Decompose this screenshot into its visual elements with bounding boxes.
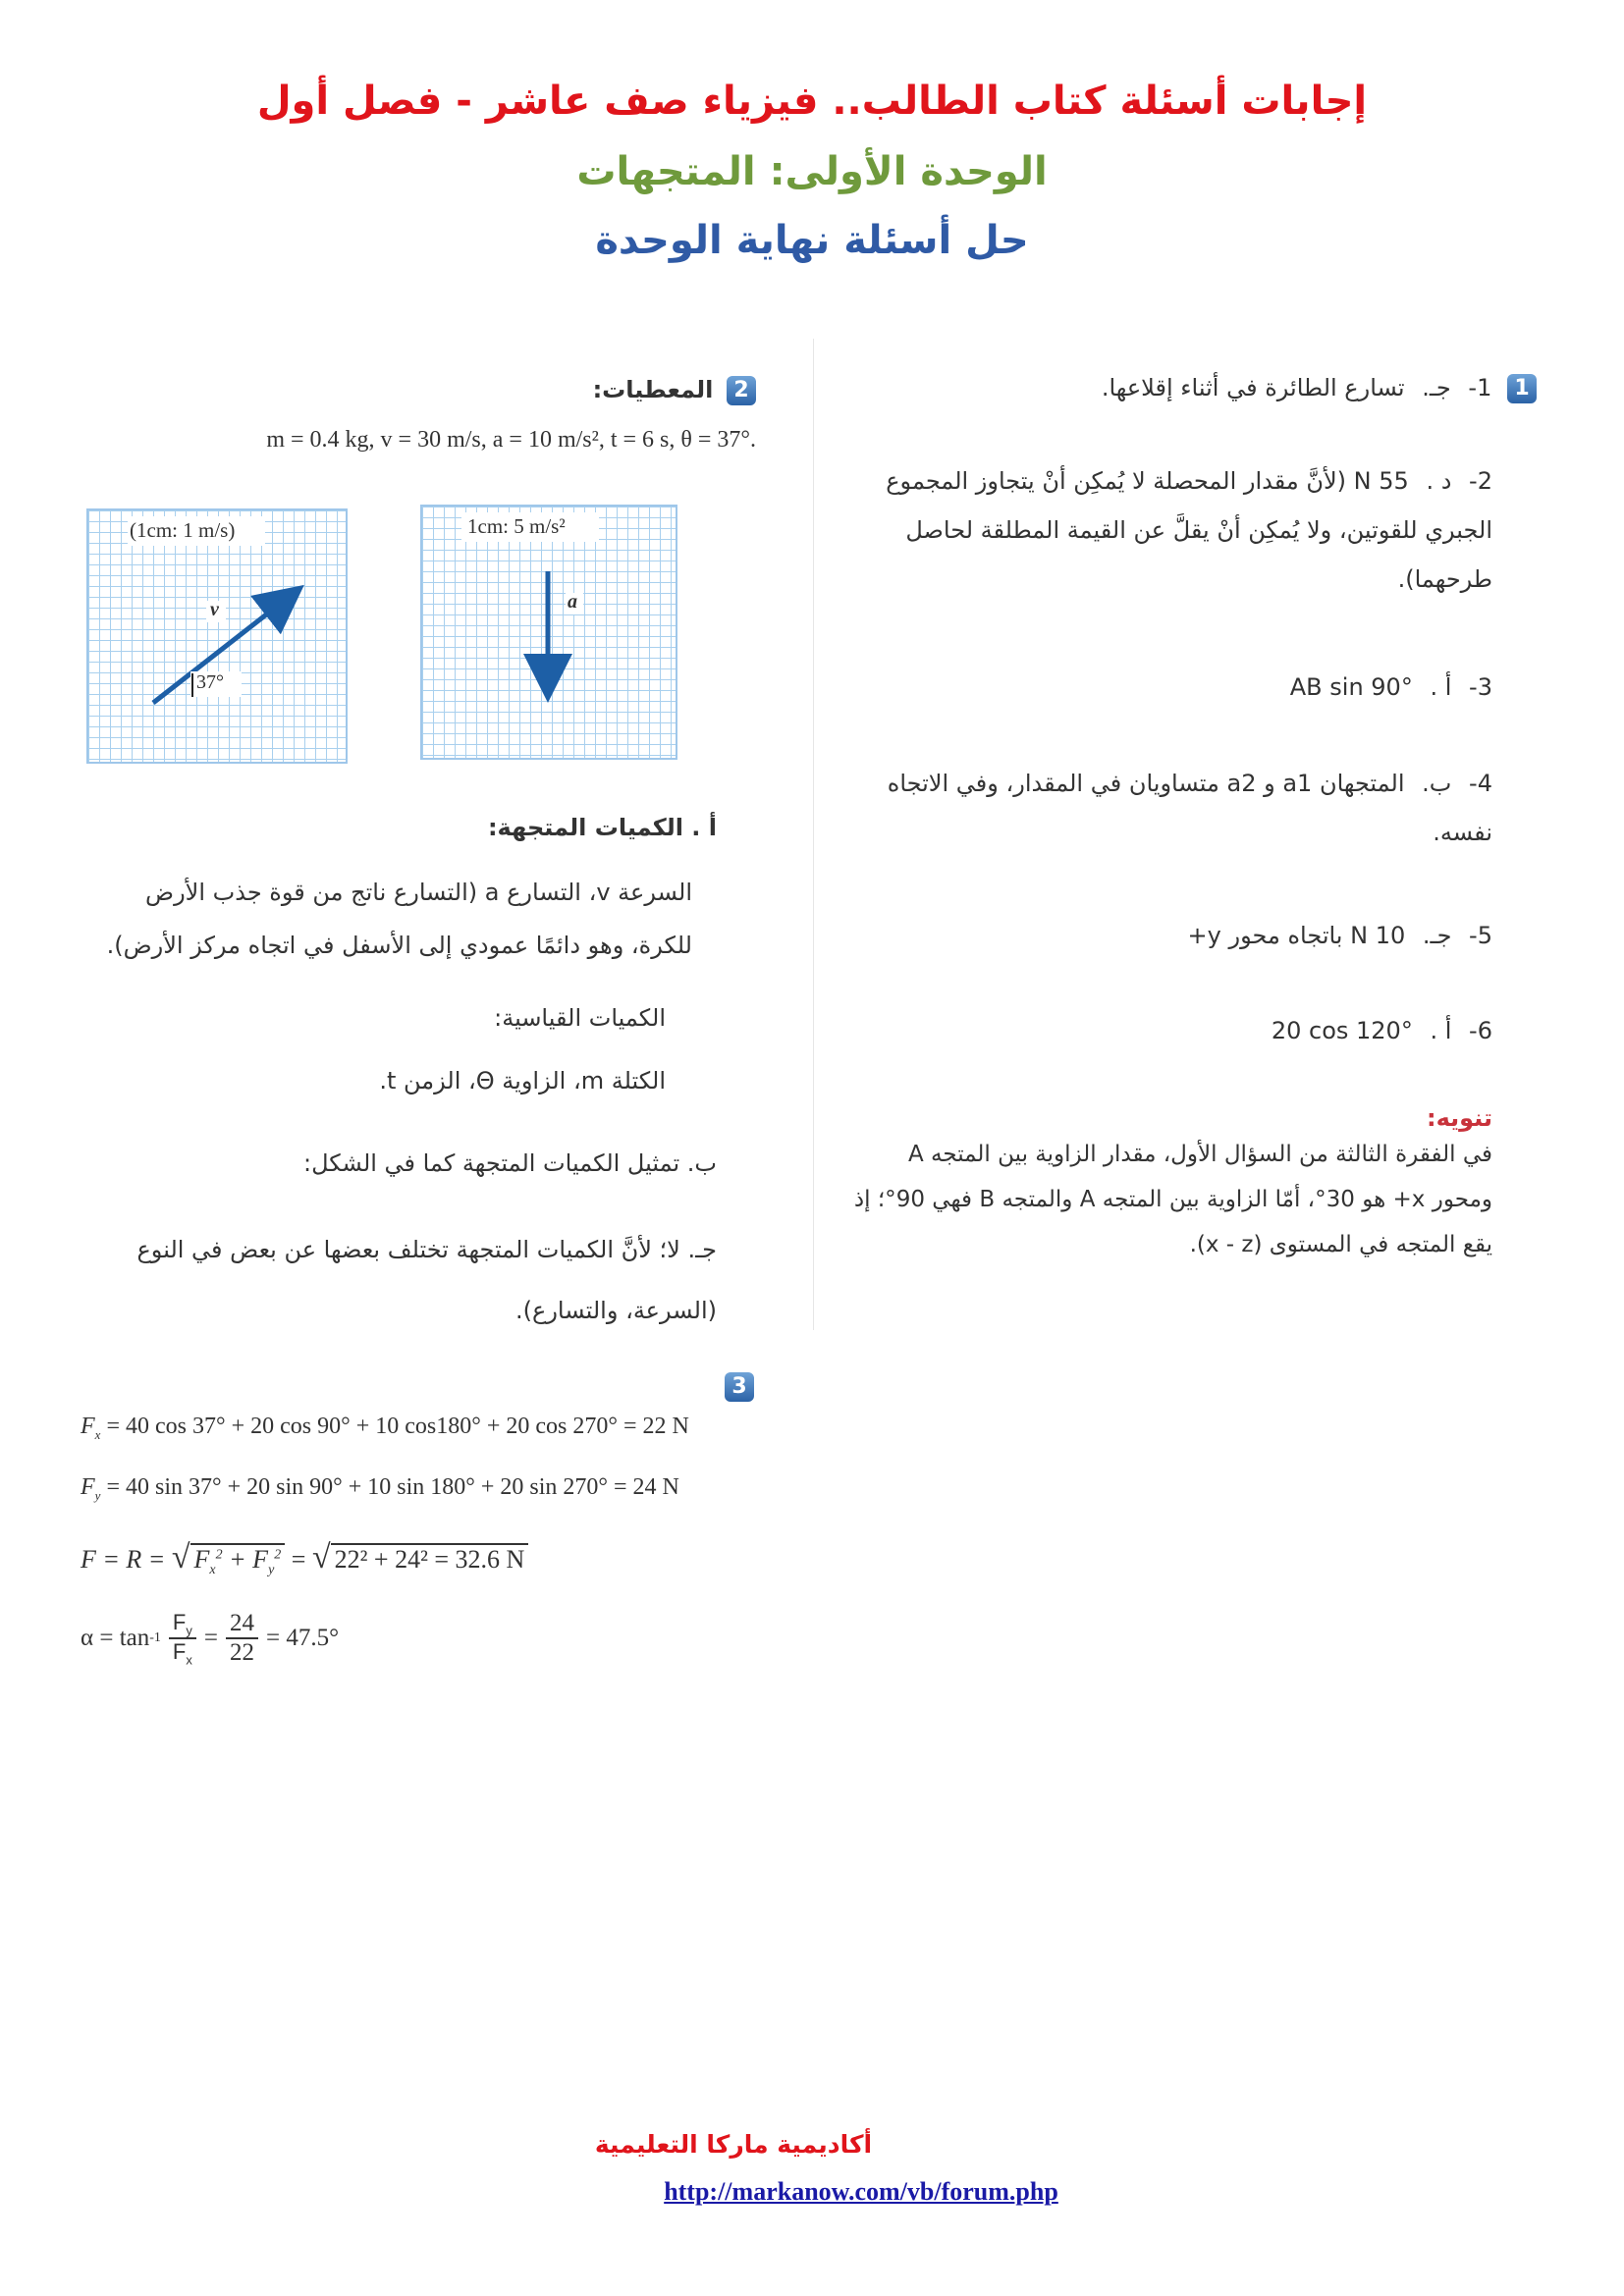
q3-r-rhs: 22² + 24² = 32.6 N: [331, 1543, 529, 1574]
q2-givens: m = 0.4 kg, v = 30 m/s, a = 10 m/s², t = 6 s, θ = 37°.: [266, 427, 756, 453]
q1-item-num: 5-: [1469, 922, 1492, 949]
q3-alpha-den: 22: [229, 1639, 254, 1667]
q1-item-2: [844, 456, 1492, 604]
q2-part-a-text: السرعة v، التسارع a (التسارع ناتج من قوة جذب الأرض للكرة، وهو دائمًا عمودي إلى الأسفل في اتجاه مركز الأرض).: [106, 879, 692, 959]
q2-scalar-text: الكتلة m، الزاوية Θ، الزمن t.: [379, 1067, 666, 1095]
q3-fx-line: $F_x = 40$ cos 37° + 20 cos 90° + 10 cos180° + 20 cos 270° = 22 N: [81, 1414, 689, 1442]
q3-badge: 3: [725, 1372, 754, 1402]
q1-item-4: [844, 759, 1492, 857]
q1-item-num: 2-: [1469, 467, 1492, 495]
velocity-vector-grid: [86, 508, 348, 764]
q1-badge: 1: [1507, 374, 1537, 403]
sqrt-icon: √: [171, 1539, 190, 1575]
q1-item-choice: أ .: [1430, 673, 1452, 701]
q2-givens-title: المعطيات:: [592, 376, 714, 403]
q1-item-text: تسارع الطائرة في أثناء إقلاعها.: [1101, 374, 1405, 401]
acceleration-vector-grid: [420, 505, 677, 760]
q1-item-text: 55 N (لأنَّ مقدار المحصلة لا يُمكِن أنْ يتجاوز المجموع الجبري للقوتين، ولا يُمكِن أنْ يقلَّ عن القيمة المطلقة لحاصل طرحهما).: [886, 467, 1492, 593]
velocity-angle-label: 37°: [196, 671, 224, 693]
q1-item-num: 4-: [1469, 770, 1492, 797]
footer-name: أكاديمية ماركا التعليمية: [594, 2130, 873, 2159]
column-divider: [813, 339, 814, 1330]
q2-part-b: ب. تمثيل الكميات المتجهة كما في الشكل:: [303, 1149, 717, 1177]
q1-item-5: [844, 911, 1492, 960]
q3-fx: = 40 cos 37° + 20 cos 90° + 10 cos180° + 20 cos 270° = 22 N: [106, 1414, 689, 1439]
q2-part-c: جـ. لا؛ لأنَّ الكميات المتجهة تختلف بعضها عن بعض في النوع (السرعة، والتسارع).: [136, 1236, 717, 1324]
q1-item-choice: جـ.: [1422, 922, 1452, 949]
velocity-scale-label: (1cm: 1 m/s): [130, 518, 236, 542]
note-text: في الفقرة الثالثة من السؤال الأول، مقدار الزاوية بين المتجه A ومحور x+ هو 30°، أمّا الزاوية بين المتجه A والمتجه B فهي 90°؛ إذ يقع المتجه في المستوى (x - z).: [853, 1142, 1492, 1257]
q3-fy-line: $F_y = 40$ sin 37° + 20 sin 90° + 10 sin 180° + 20 sin 270° = 24 N: [81, 1474, 679, 1503]
q1-item-choice: د .: [1426, 467, 1452, 495]
acceleration-vector-label: a: [568, 591, 577, 613]
footer-url[interactable]: http://markanow.com/vb/forum.php: [664, 2177, 1058, 2206]
q1-item-text: AB sin 90°: [1289, 673, 1413, 701]
page-title: إجابات أسئلة كتاب الطالب.. فيزياء صف عاشر - فصل أول: [256, 79, 1368, 124]
q1-item-text: 10 N باتجاه محور y+: [1187, 922, 1406, 949]
q3-angle-line: α = tan -1 $\frac{F_y}{F_x}$ = $\frac{24}{22}$ = 47.5°: [81, 1610, 340, 1668]
q2-part-a-title: أ . الكميات المتجهة:: [487, 814, 717, 841]
q1-item-choice: جـ.: [1422, 374, 1451, 401]
q1-item-text: المتجهان a1 و a2 متساويان في المقدار، وفي الاتجاه نفسه.: [887, 770, 1492, 846]
q3-fy: = 40 sin 37° + 20 sin 90° + 10 sin 180° + 20 sin 270° = 24 N: [106, 1474, 679, 1500]
note-title: تنويه:: [1426, 1104, 1492, 1132]
q3-r-mid: =: [291, 1545, 306, 1574]
section-title: حل أسئلة نهاية الوحدة: [595, 218, 1029, 263]
q1-item-1: [844, 363, 1537, 412]
q1-item-6: [844, 1006, 1492, 1055]
q1-item-text: 20 cos 120°: [1271, 1017, 1413, 1044]
q1-note: [844, 1104, 1492, 1267]
q3-resultant-line: F = R = √ $F_x^2 + F_y^2$ = √ 22² + 24² = 32.6 N: [81, 1539, 528, 1578]
q3-alpha-lhs: α = tan: [81, 1625, 150, 1652]
q1-item-3: [844, 663, 1492, 712]
q3-r-lhs: F = R =: [81, 1545, 166, 1574]
sqrt-icon: √: [311, 1539, 331, 1575]
q3-alpha-num: 24: [226, 1610, 258, 1639]
velocity-vector-label: v: [210, 599, 219, 620]
q1-item-choice: ب.: [1422, 770, 1452, 797]
q1-item-num: 6-: [1469, 1017, 1492, 1044]
q1-item-num: 1-: [1468, 374, 1492, 401]
footer-link[interactable]: [49, 2177, 1624, 2207]
q1-section: [844, 363, 1537, 412]
q2-givens-title-row: [79, 365, 756, 414]
q1-item-choice: أ .: [1430, 1017, 1452, 1044]
q1-item-num: 3-: [1469, 673, 1492, 701]
acceleration-scale-label: 1cm: 5 m/s²: [467, 514, 566, 538]
q3-badge-wrap: [725, 1372, 754, 1402]
unit-title: الوحدة الأولى: المتجهات: [576, 149, 1048, 194]
q3-alpha-rhs: = 47.5°: [265, 1625, 340, 1652]
q2-badge: 2: [727, 376, 756, 405]
q2-scalar-title: الكميات القياسية:: [494, 1004, 666, 1032]
